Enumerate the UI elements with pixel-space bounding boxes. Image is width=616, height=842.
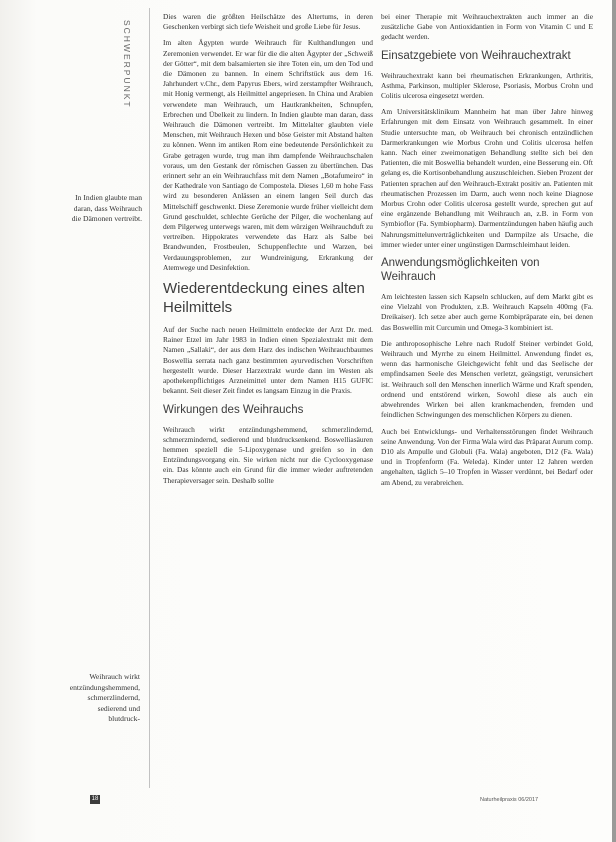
- margin-note-1: In Indien glaubte man daran, dass Weihrauch die Dämonen vertreibt.: [71, 193, 142, 224]
- section-rubric: [118, 20, 136, 130]
- body-paragraph: Auf der Suche nach neuen Heilmitteln entdeckte der Arzt Dr. med. Rainer Etzel im Jahr 1983 in Indien einen Spezialextrakt mit dem Namen „Sallaki“, der aus dem Harz des indischen Weihrauchbaumes Boswellia serrata nach ganz bestimmten ayurvedischen Vorschriften hergestellt wurde. Dieser Harzextrakt wurde dann im Westen als apothekenpflichtiges Arzneimittel unter dem Namen H15 GUFIC bekannt. Seit dieser Zeit findet es langsam Einzug in die Praxis.: [163, 325, 373, 396]
- text-column-right: [381, 12, 593, 494]
- section-heading: Wirkungen des Weihrauchs: [163, 403, 304, 416]
- footer-source: Naturheilpraxis 06/2017: [480, 797, 539, 803]
- section-heading: Anwendungsmöglichkeiten von Weihrauch: [381, 257, 540, 284]
- body-paragraph: Die anthroposophische Lehre nach Rudolf Steiner verbindet Gold, Weihrauch und Myrrhe zu einem Heilmittel. Anwendung findet es, wenn das harmonische Gleichgewicht fehlt und das Seelische der empfindsamen Seele des Menschen verletzt, geängstigt, verunsichert ist. Weihrauch soll den Menschen innerlich Wärme und Kraft spenden, ordnend und entstörend wirken, Sowohl diese als auch ein abwehrendes Wirken bei allen krankmachenden, fremden und feindlichen Schwingungen des menschlichen Körpers zu dienen.: [381, 338, 593, 420]
- margin-note-2: Weihrauch wirkt entzündungshemmend, schmerzlindernd, sedierend und blutdruck-: [69, 672, 140, 724]
- page-edge: [612, 0, 616, 842]
- body-paragraph: Weihrauchextrakt kann bei rheumatischen Erkrankungen, Arthritis, Asthma, Parkinson, multipler Sklerose, Psoriasis, Morbus Crohn und Colitis ulcerosa eingesetzt werden.: [381, 70, 593, 101]
- body-paragraph: Im alten Ägypten wurde Weihrauch für Kulthandlungen und Zeremonien verwendet. Er war für die die alten Ägypter der „Schweiß der Götter“, mit dem balsamierten sie ihre Toten ein, um den Tod und die Dämonen zu bannen. In einem Schriftstück aus dem 16. Jahrhundert v.Chr., dem Papyrus Ebers, wird zerstampfter Weihrauch, mit Honig vermengt, als Heilmittel angepriesen. In China und Arabien verwendete man Weihrauch, um Hautkrankheiten, Schnupfen, Erbrechen und Übelkeit zu lindern. In Indien glaubte man daran, dass Weihrauch die Dämonen vertreibt. Im Mittelalter glaubten viele Menschen, mit Weihrauch Hexen und böse Geister mit Abstand halten zu können. Wenn im antiken Rom eine bedeutende Persönlichkeit zu Grabe getragen wurde, trug man ihm dampfende Weihrauchschalen voraus, um den Gestank der römischen Gassen zu übertünchen. Das erinnert sehr an ein Weihrauchfass mit dem Namen „Botafumeiro“ in der Kathedrale von Santiago de Compostela. Dieses 1,60 m hohe Fass wird zu besonderen Anlässen an einem langen Seil durch das Mittelschiff geschwenkt. Diese Zeremonie wurde früher vielleicht dem Grund geschuldet, schlechte Gerüche der Pilger, die wochenlang auf dem Pilgerweg unterwegs waren, mit dem würzigen Weihrauchduft zu vertreiben. Hippokrates verwendete das Harz als Salbe bei Brandwunden, Frostbeulen, Schuppenflechte und Warzen, bei Verdauungsproblemen, zur Wundreinigung, Erkrankung der Atemwege und Desinfektion.: [163, 38, 374, 272]
- body-paragraph: Auch bei Entwicklungs- und Verhaltensstörungen findet Weihrauch seine Anwendung. Von der Firma Wala wird das Präparat Aurum comp. D10 als Ampulle und Globuli (Fa. Wala) angeboten, D12 (Fa. Wala) und in Tropfenform (Fa. Weleda). Kinder unter 12 Jahren werden angehalten, täglich 5–10 Tropfen in Wasser verdünnt, bei Bedarf oder am Abend, zu verabreichen.: [381, 426, 593, 487]
- body-paragraph: Dies waren die größten Heilschätze des Altertums, in deren Geschenken verbirgt sich tiefe Weisheit und große Liebe für Jesus.: [163, 12, 373, 32]
- body-paragraph: Weihrauch wirkt entzündungshemmend, schmerzlindernd, schmerzmindernd, sedierend und blutdrucksenkend. Boswelliasäuren hemmen speziell die 5-Lipoxygenase und greifen so in den Entzündungsvorgang ein. Sie wirken nicht nur die Cyclooxygenase ein. Das könnte auch ein Grund für die immer wieder auftretenden Therapieversager sein. Deshalb sollte: [163, 424, 373, 485]
- column-rule: [149, 8, 150, 788]
- text-column-left: [163, 12, 373, 492]
- page-number: 18: [91, 796, 99, 802]
- body-paragraph: Am Universitätsklinikum Mannheim hat man über Jahre hinweg Erfahrungen mit dem Einsatz von Weihrauch gesammelt. In einer Studie untersuchte man, ob Weihrauch bei chronisch entzündlichen Darmerkrankungen wie Morbus Crohn und Colitis ulcerosa helfen kann. Nach einer zweimonatigen Behandlung stellte sich bei den Patienten, die mit Boswellia behandelt wurden, eine Besserung ein. Oft gelang es, die Kortisonbehandlung auszuschleichen. Sieben Prozent der Patienten sprachen auf den Weihrauch-Extrakt positiv an. Patienten mit rheumatischen Prozessen im Darm, auch wenn noch keine Diagnose Morbus Crohn oder Colitis ulcerosa gestellt wurde, sprechen gut auf eine ergänzende Behandlung mit Weihrauch an, z.B. in Form von Symbioflor (Fa. Symbiopharm). Darmentzündungen haben häufig auch Nahrungsmittelunverträglichkeiten und Darmpilze als Ursache, die immer wieder unter einer ungünstigen Darmschleimhaut leiden.: [381, 107, 594, 249]
- rubric-text: SCHWERPUNKT: [122, 20, 132, 109]
- body-paragraph: bei einer Therapie mit Weihrauchextrakten auch immer an die zusätzliche Gabe von Antioxidantien in Form von Vitamin C und E gedacht werden.: [381, 12, 593, 42]
- section-heading: Einsatzgebiete von Weihrauchextrakt: [381, 49, 571, 62]
- body-paragraph: Am leichtesten lassen sich Kapseln schlucken, auf dem Markt gibt es eine Vielzahl von Produkten, z.B. Weihrauch Kapseln 400mg (Fa. Dreikaiser). Ich setze aber auch gerne Kombipräparate ein, bei denen das Boswellin mit Curcumin und Omega-3 kombiniert ist.: [381, 292, 593, 332]
- section-heading: Wiederentdeckung eines alten Heilmittels: [163, 280, 365, 317]
